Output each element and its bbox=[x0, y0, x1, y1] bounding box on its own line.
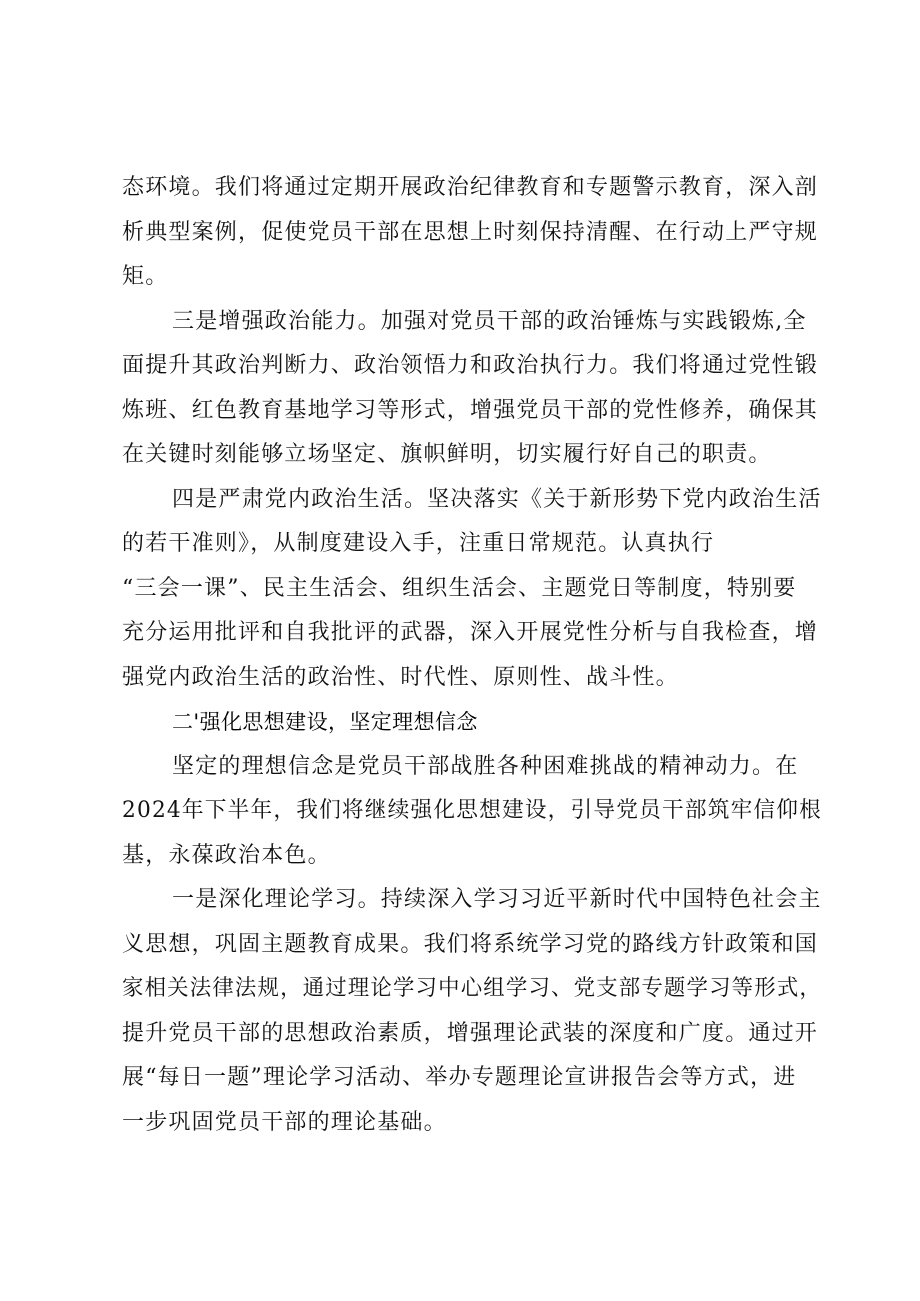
text-line: 四是严肃党内政治生活。坚决落实《关于新形势下党内政治生活 bbox=[172, 486, 822, 512]
text-line: 矩。 bbox=[122, 264, 169, 289]
text-line: 坚定的理想信念是党员干部战胜各种困难挑战的精神动力。在 bbox=[172, 753, 799, 779]
text-line: 家相关法律法规，通过理论学习中心组学习、党支部专题学习等形式， bbox=[122, 976, 823, 1001]
text-line: 强党内政治生活的政治性、时代性、原则性、战斗性。 bbox=[122, 664, 679, 690]
text-line: 炼班、红色教育基地学习等形式，增强党员干部的党性修养，确保其 bbox=[122, 397, 819, 423]
text-line: 三是增强政治能力。加强对党员干部的政治锤炼与实践锻炼,全 bbox=[172, 308, 807, 334]
text-line: 在关键时刻能够立场坚定、旗帜鲜明，切实履行好自己的职责。 bbox=[122, 442, 772, 467]
section-heading: 二'强化思想建设，坚定理想信念 bbox=[172, 710, 478, 734]
text-line: 2024年下半年，我们将继续强化思想建设，引导党员干部筑牢信仰根 bbox=[122, 798, 823, 823]
text-line: 析典型案例，促使党员干部在思想上时刻保持清醒、在行动上严守规 bbox=[122, 219, 819, 245]
text-line: “三会一课”、民主生活会、组织生活会、主题党日等制度，特别要 bbox=[122, 575, 797, 601]
text-line: 一是深化理论学习。持续深入学习习近平新时代中国特色社会主 bbox=[172, 887, 822, 912]
text-line: 展“每日一题”理论学习活动、举办专题理论宣讲报告会等方式，进 bbox=[122, 1065, 797, 1090]
text-line: 态环境。我们将通过定期开展政治纪律教育和专题警示教育，深入剖 bbox=[122, 175, 819, 200]
text-line: 一步巩固党员干部的理论基础。 bbox=[122, 1109, 447, 1135]
text-line: 提升党员干部的思想政治素质，增强理论武装的深度和广度。通过开 bbox=[122, 1020, 819, 1046]
document-body bbox=[122, 166, 822, 1145]
text-line: 义思想，巩固主题教育成果。我们将系统学习党的路线方针政策和国 bbox=[122, 931, 819, 957]
text-line: 面提升其政治判断力、政治领悟力和政治执行力。我们将通过党性锻 bbox=[122, 353, 819, 378]
text-line: 的若干准则》，从制度建设入手，注重日常规范。认真执行 bbox=[122, 531, 715, 556]
text-line: 基，永葆政治本色。 bbox=[122, 842, 331, 868]
text-line: 充分运用批评和自我批评的武器，深入开展党性分析与自我检查，增 bbox=[122, 620, 819, 645]
